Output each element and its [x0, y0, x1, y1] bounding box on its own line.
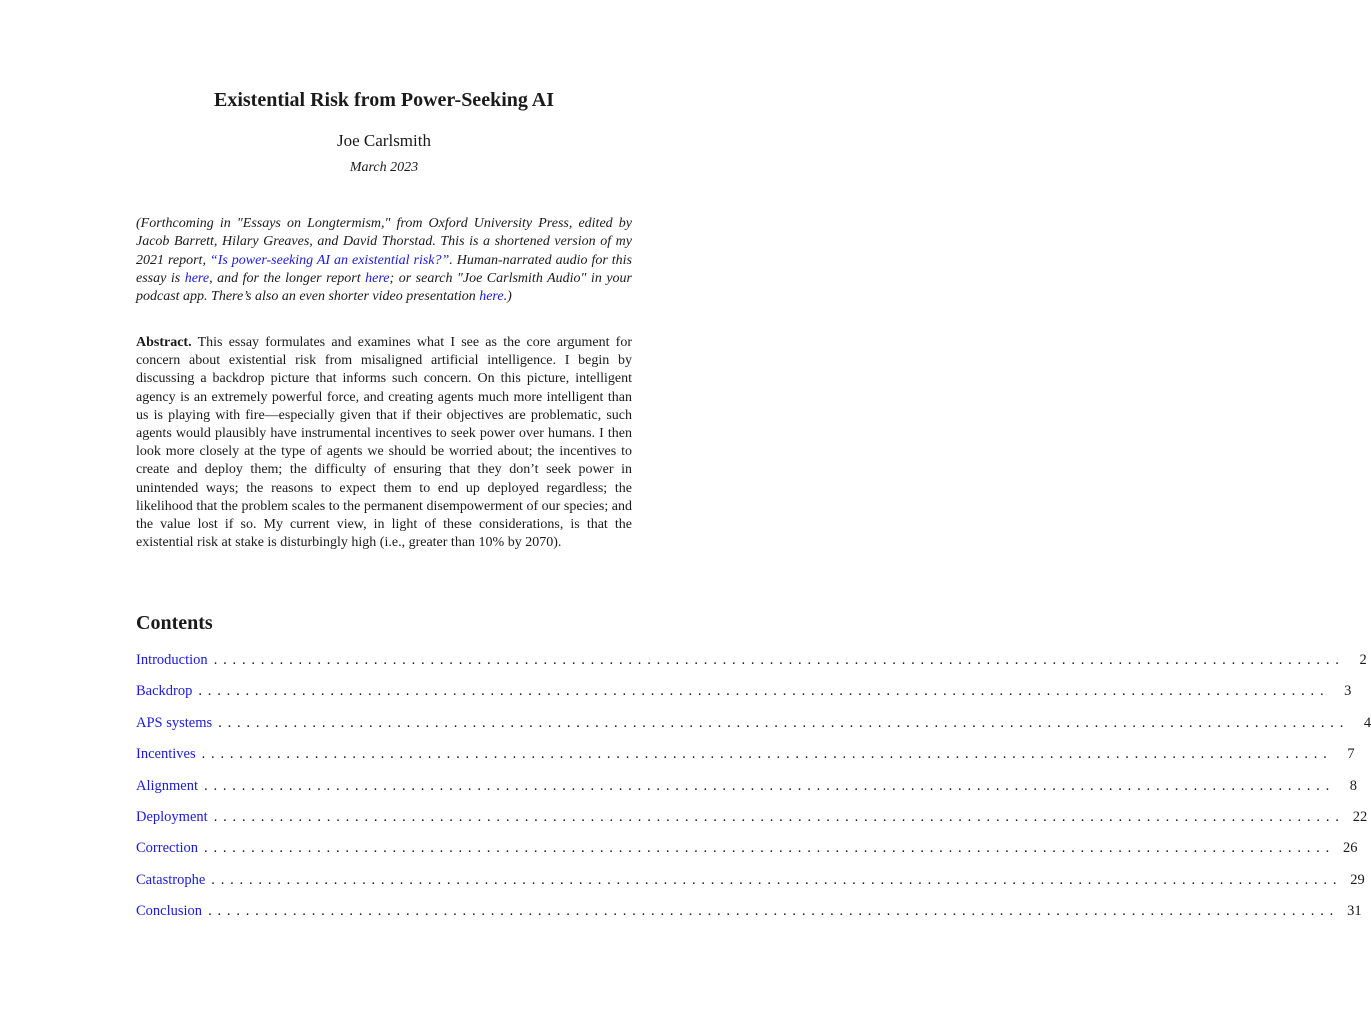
essay-audio-link[interactable]: here — [184, 270, 210, 286]
note-text: .) — [503, 289, 512, 305]
toc-page-number: 7 — [1347, 746, 1355, 763]
toc-leader-dots: ........................................................................................................................ — [208, 903, 1340, 920]
toc-link[interactable]: Incentives — [136, 746, 196, 763]
abstract — [136, 334, 632, 552]
toc-entry-incentives — [136, 744, 1355, 775]
toc-link[interactable]: Introduction — [136, 652, 208, 668]
note-text: ; or search "Joe Carlsmith Audio" in your podcast app. There’s also an even shorter video presentation — [136, 270, 632, 305]
toc-link[interactable]: Backdrop — [136, 683, 193, 700]
toc-link[interactable]: Conclusion — [136, 903, 203, 920]
toc-leader-dots: ........................................................................................................................ — [213, 808, 1345, 825]
video-presentation-link[interactable]: here — [479, 289, 504, 305]
toc-page-number: 31 — [1347, 903, 1362, 920]
toc-entry-conclusion — [136, 901, 1362, 932]
toc-link[interactable]: Correction — [136, 840, 199, 857]
toc-page-number: 26 — [1343, 840, 1358, 857]
toc-leader-dots: ........................................................................................................................ — [218, 714, 1350, 731]
toc-leader-dots: ........................................................................................................................ — [213, 652, 1345, 668]
abstract-label: Abstract. — [136, 335, 192, 350]
toc-page-number: 2 — [1359, 652, 1367, 668]
note-text: . Human-narrated audio for this essay is — [136, 252, 632, 286]
toc-leader-dots: ........................................................................................................................ — [198, 683, 1330, 700]
toc-entry-alignment — [136, 776, 1358, 807]
document-page — [136, 0, 1371, 1024]
toc-entry-introduction — [136, 650, 1367, 681]
report-audio-link[interactable]: here — [365, 270, 390, 286]
toc-link[interactable]: Deployment — [136, 808, 208, 825]
toc-page-number: 8 — [1349, 777, 1358, 794]
paper-title: Existential Risk from Power-Seeking AI — [214, 89, 554, 111]
toc-page-number: 22 — [1352, 808, 1368, 825]
abstract-text: This essay formulates and examines what I see as the core argument for concern about existential risk from misaligned artificial intelligence. I begin by discussing a backdrop picture that informs such concern. On this picture, intelligent agency is an extremely powerful force, and creating agents much more intelligent than us is playing with fire—especially given that if their objectives are problematic, such agents would plausibly have instrumental incentives to seek power over humans. I then look more closely at the type of agents we should be worried about; the incentives to create and deploy them; the difficulty of ensuring that they don’t seek power in unintended ways; the reasons to expect them to end up deployed regardless; the likelihood that the problem scales to the permanent disempowerment of our species; and the value lost if so. My current view, in light of these considerations, is that the existential risk at stake is disturbingly high (i.e., greater than 10% by 2070). — [136, 335, 633, 551]
toc-leader-dots: ........................................................................................................................ — [204, 777, 1336, 794]
report-link[interactable]: “Is power-seeking AI an existential risk?” — [209, 252, 450, 268]
toc-entry-catastrophe — [136, 870, 1365, 901]
author-name: Joe Carlsmith — [337, 131, 431, 150]
toc-entry-correction — [136, 838, 1358, 869]
publication-date: March 2023 — [349, 160, 419, 175]
toc-page-number: 4 — [1363, 714, 1371, 731]
toc-page-number: 29 — [1350, 871, 1365, 888]
note-text: , and for the longer report — [209, 270, 366, 286]
contents-heading: Contents — [136, 612, 213, 634]
toc-leader-dots: ........................................................................................................................ — [211, 871, 1343, 888]
table-of-contents — [136, 650, 1371, 933]
toc-link[interactable]: Catastrophe — [136, 871, 206, 888]
toc-entry-aps-systems — [136, 713, 1371, 744]
toc-leader-dots: ........................................................................................................................ — [201, 746, 1333, 763]
toc-page-number: 3 — [1344, 683, 1352, 700]
toc-entry-deployment — [136, 807, 1368, 838]
toc-entry-backdrop — [136, 681, 1352, 712]
toc-leader-dots: ........................................................................................................................ — [204, 840, 1336, 857]
publication-note — [136, 215, 632, 306]
toc-link[interactable]: Alignment — [136, 777, 199, 794]
toc-link[interactable]: APS systems — [136, 714, 213, 731]
note-text: (Forthcoming in "Essays on Longtermism," from Oxford University Press, edited by Jacob Barrett, Hilary Greaves, and David Thorstad. This is a shortened version of my 2021 report, — [136, 216, 632, 268]
